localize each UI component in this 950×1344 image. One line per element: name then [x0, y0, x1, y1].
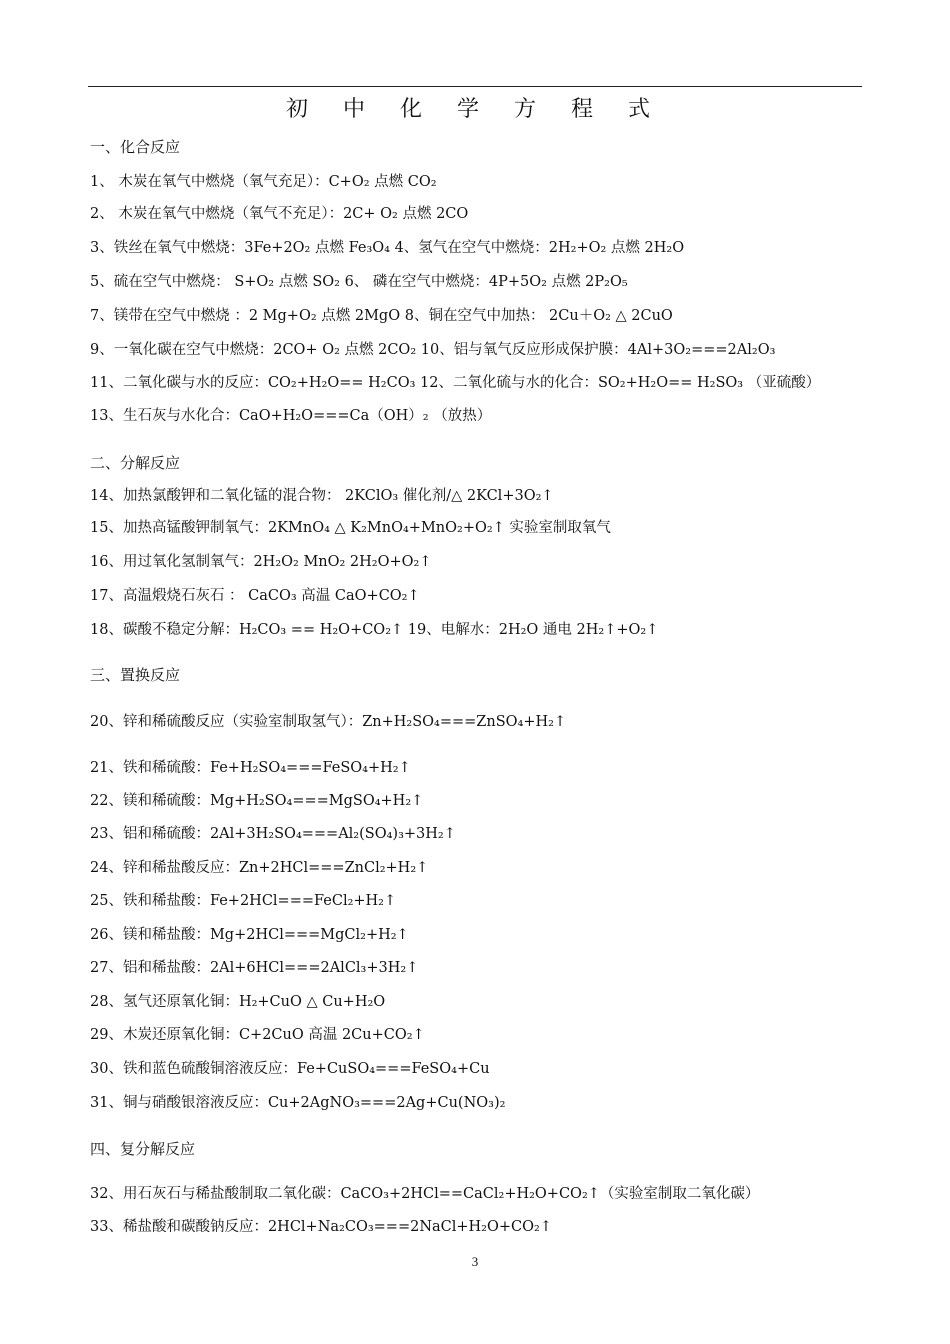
- equation-line: 20、锌和稀硫酸反应（实验室制取氢气）：Zn+H₂SO₄===ZnSO₄+H₂↑: [90, 714, 567, 730]
- section-heading: 四、复分解反应: [90, 1140, 196, 1158]
- page-number: 3: [471, 1254, 479, 1269]
- equation-line: 33、稀盐酸和碳酸钠反应：2HCl+Na₂CO₃===2NaCl+H₂O+CO₂↑: [90, 1219, 552, 1235]
- equation-line: 17、高温煅烧石灰石 ： CaCO₃ 高温 CaO+CO₂↑: [90, 588, 420, 604]
- equation-line: 27、铝和稀盐酸：2Al+6HCl===2AlCl₃+3H₂↑: [90, 960, 419, 976]
- equation-line: 7、镁带在空气中燃烧 ：2 Mg+O₂ 点燃 2MgO 8、铜在空气中加热： 2Cu＋O₂ △ 2CuO: [90, 308, 673, 324]
- equation-line: 15、加热高锰酸钾制氧气：2KMnO₄ △ K₂MnO₄+MnO₂+O₂↑ 实验室制取氧气: [90, 520, 611, 536]
- equation-line: 28、氢气还原氧化铜：H₂+CuO △ Cu+H₂O: [90, 994, 386, 1010]
- equation-line: 21、铁和稀硫酸：Fe+H₂SO₄===FeSO₄+H₂↑: [90, 760, 411, 776]
- equation-line: 32、用石灰石与稀盐酸制取二氧化碳：CaCO₃+2HCl==CaCl₂+H₂O+CO₂↑（实验室制取二氧化碳）: [90, 1186, 760, 1202]
- equation-line: 16、用过氧化氢制氧气：2H₂O₂ MnO₂ 2H₂O+O₂↑: [90, 554, 432, 570]
- equation-line: 23、铝和稀硫酸：2Al+3H₂SO₄===Al₂(SO₄)₃+3H₂↑: [90, 826, 456, 842]
- equation-line: 30、铁和蓝色硫酸铜溶液反应：Fe+CuSO₄===FeSO₄+Cu: [90, 1061, 490, 1077]
- equation-line: 24、锌和稀盐酸反应：Zn+2HCl===ZnCl₂+H₂↑: [90, 860, 429, 876]
- equation-line: 5、硫在空气中燃烧： S+O₂ 点燃 SO₂ 6、 磷在空气中燃烧：4P+5O₂ 点燃 2P₂O₅: [90, 274, 628, 290]
- equation-line: 22、镁和稀硫酸：Mg+H₂SO₄===MgSO₄+H₂↑: [90, 793, 424, 809]
- equation-line: 11、二氧化碳与水的反应：CO₂+H₂O== H₂CO₃ 12、二氧化硫与水的化合：SO₂+H₂O== H₂SO₃ （亚硫酸）: [90, 375, 821, 391]
- equation-line: 25、铁和稀盐酸：Fe+2HCl===FeCl₂+H₂↑: [90, 893, 397, 909]
- header-rule: [88, 86, 862, 87]
- equation-line: 18、碳酸不稳定分解：H₂CO₃ == H₂O+CO₂↑ 19、电解水：2H₂O 通电 2H₂↑+O₂↑: [90, 622, 659, 638]
- equation-line: 1、 木炭在氧气中燃烧（氧气充足）：C+O₂ 点燃 CO₂: [90, 174, 437, 190]
- equation-line: 3、铁丝在氧气中燃烧：3Fe+2O₂ 点燃 Fe₃O₄ 4、氢气在空气中燃烧：2H₂+O₂ 点燃 2H₂O: [90, 240, 685, 256]
- equation-line: 13、生石灰与水化合：CaO+H₂O===Ca（OH）₂ （放热）: [90, 408, 492, 424]
- equation-line: 29、木炭还原氧化铜：C+2CuO 高温 2Cu+CO₂↑: [90, 1027, 425, 1043]
- section-heading: 二、分解反应: [90, 454, 181, 472]
- section-heading: 一、化合反应: [90, 138, 181, 156]
- equation-line: 9、一氧化碳在空气中燃烧：2CO+ O₂ 点燃 2CO₂ 10、铝与氧气反应形成保护膜：4Al+3O₂===2Al₂O₃: [90, 342, 776, 358]
- equation-line: 2、 木炭在氧气中燃烧（氧气不充足）：2C+ O₂ 点燃 2CO: [90, 206, 469, 222]
- equation-line: 26、镁和稀盐酸：Mg+2HCl===MgCl₂+H₂↑: [90, 927, 409, 943]
- section-heading: 三、置换反应: [90, 666, 181, 684]
- page-title: 初 中 化 学 方 程 式: [286, 97, 664, 122]
- equation-line: 31、铜与硝酸银溶液反应：Cu+2AgNO₃===2Ag+Cu(NO₃)₂: [90, 1095, 506, 1111]
- equation-line: 14、加热氯酸钾和二氧化锰的混合物： 2KClO₃ 催化剂/△ 2KCl+3O₂↑: [90, 488, 554, 504]
